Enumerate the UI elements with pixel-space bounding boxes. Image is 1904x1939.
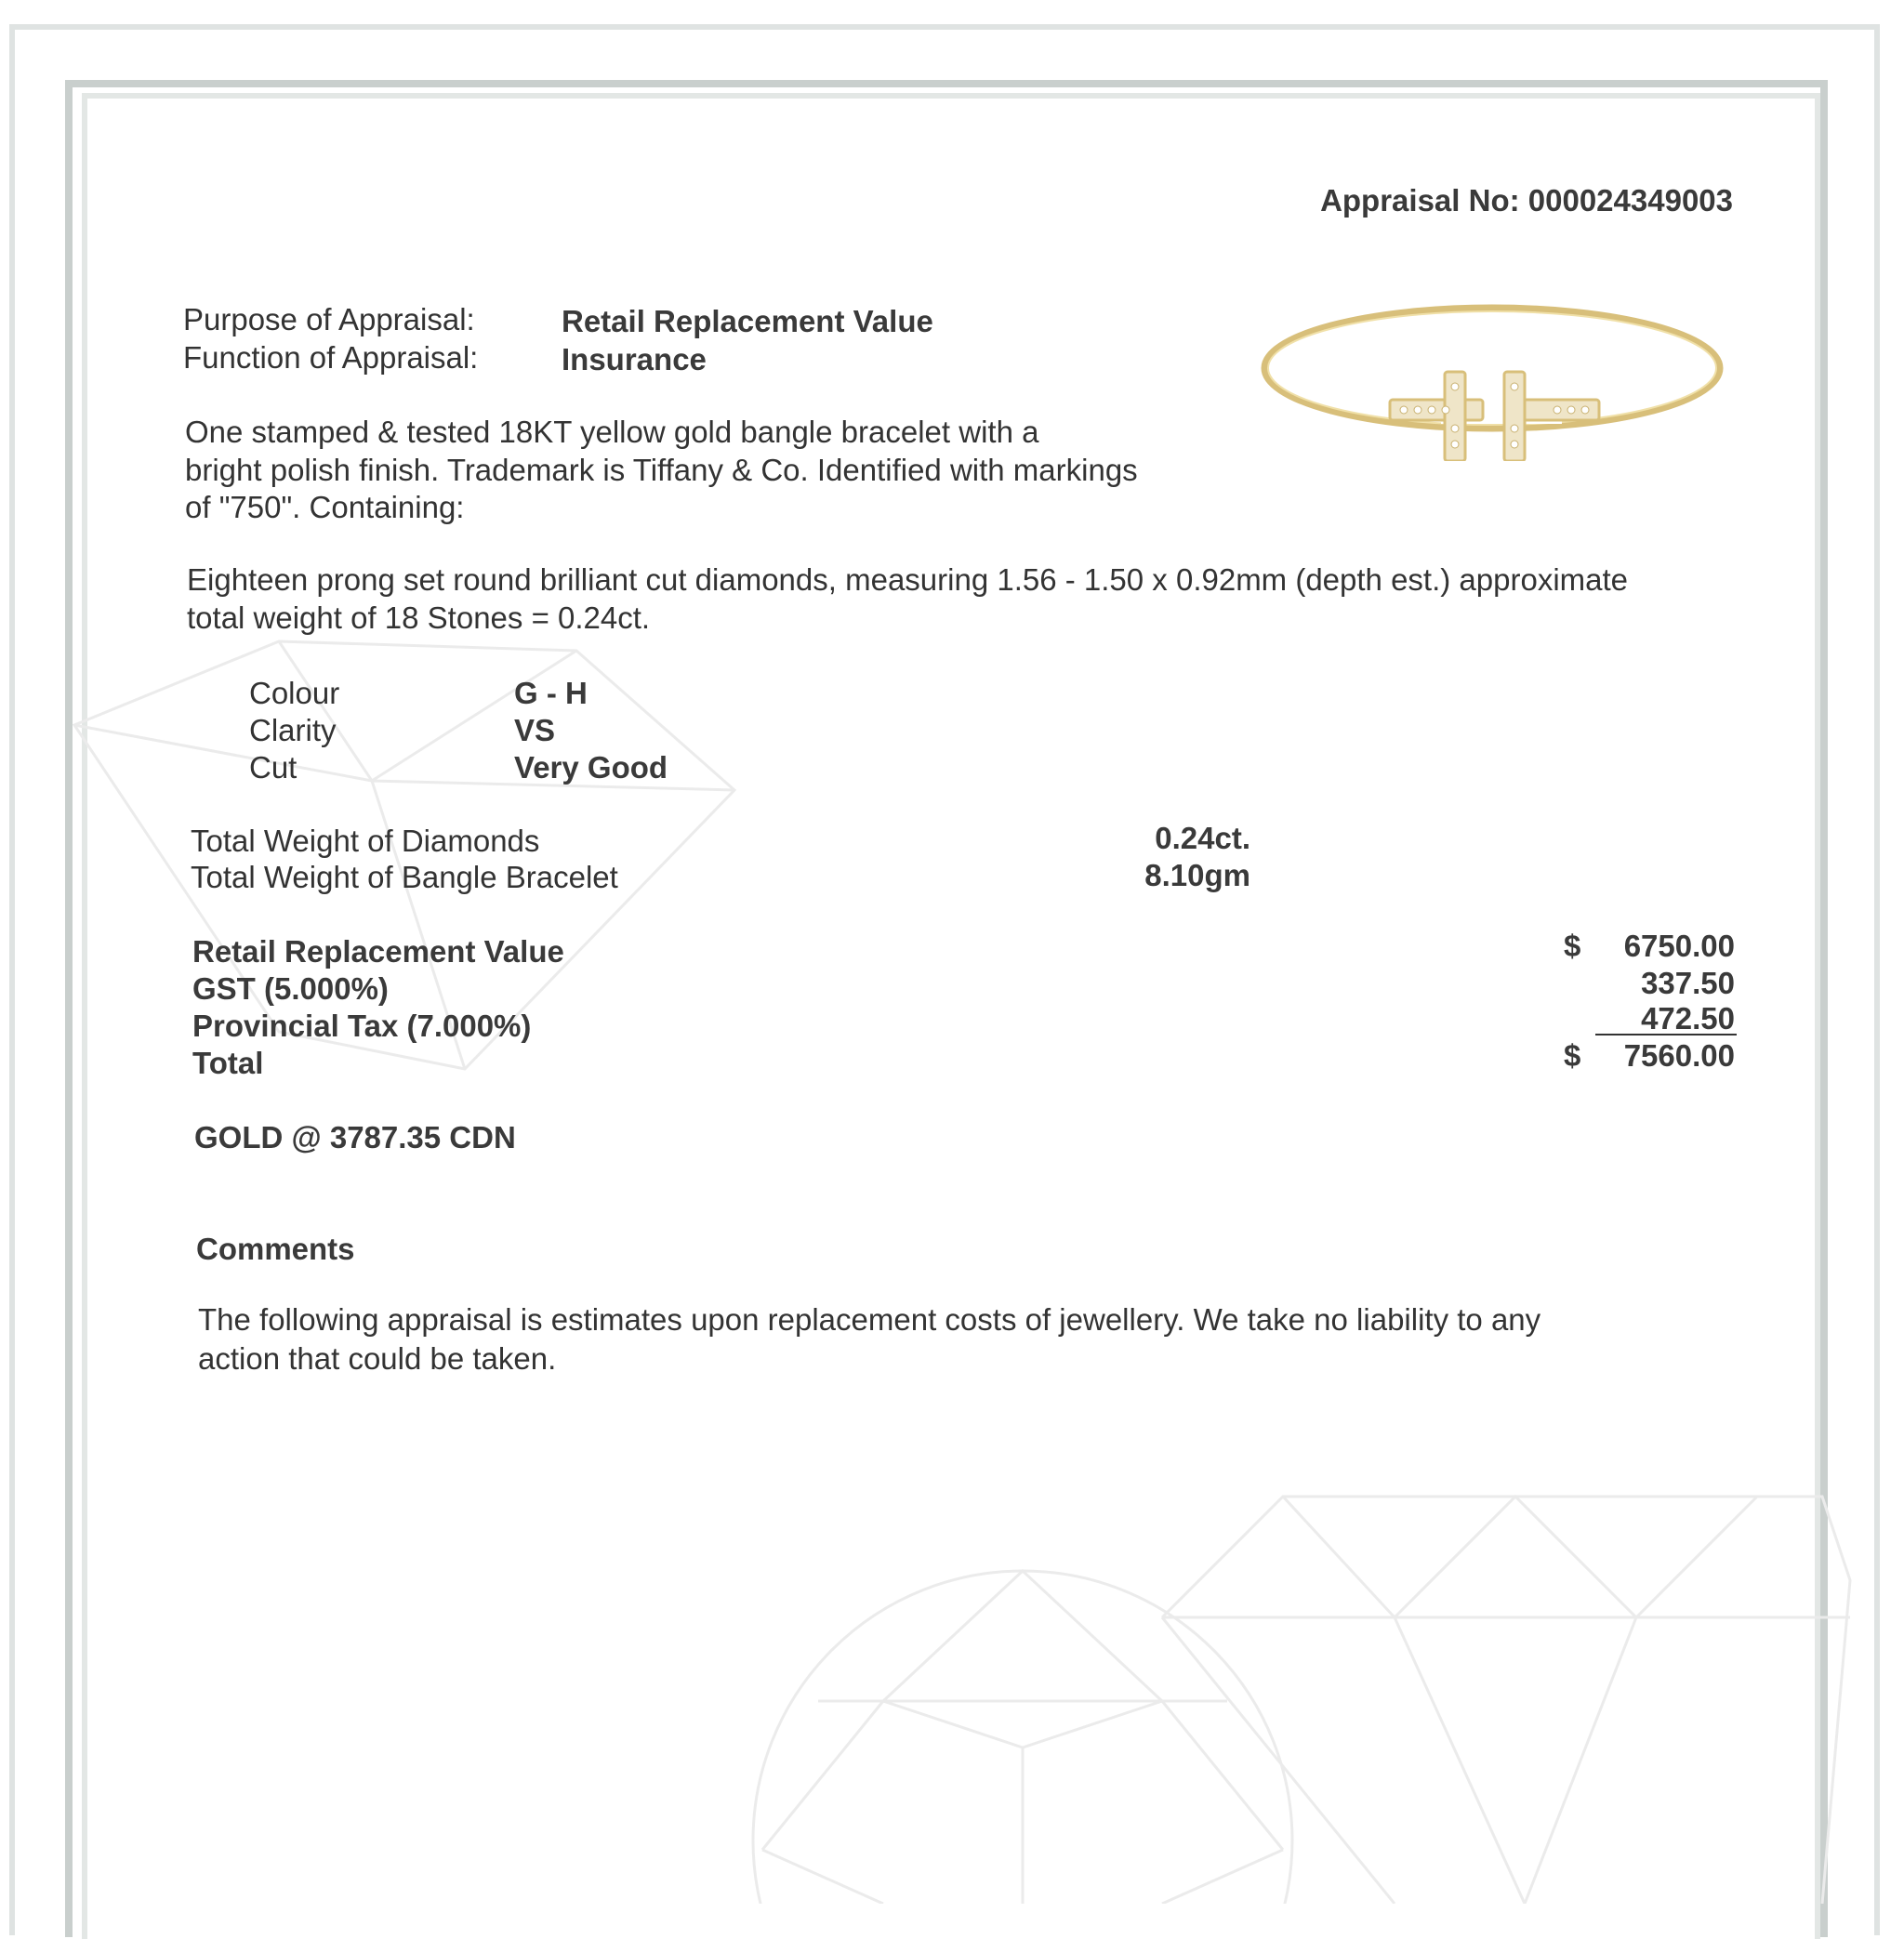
- subtotal-underline: [1595, 1034, 1737, 1035]
- retail-currency: $: [1564, 929, 1581, 963]
- retail-value: 6750.00: [1623, 929, 1735, 963]
- weight-bracelet-label: Total Weight of Bangle Bracelet: [191, 860, 618, 894]
- total-currency: $: [1564, 1038, 1581, 1073]
- gst-value: 337.50: [1641, 966, 1735, 1000]
- comments-line-2: action that could be taken.: [198, 1341, 557, 1376]
- total-value: 7560.00: [1623, 1038, 1735, 1073]
- grade-value-clarity: VS: [514, 713, 556, 747]
- weight-bracelet-value: 8.10gm: [1144, 858, 1250, 892]
- weight-diamonds-label: Total Weight of Diamonds: [191, 824, 540, 858]
- retail-value-label: Retail Replacement Value: [192, 934, 564, 969]
- gold-price: GOLD @ 3787.35 CDN: [194, 1120, 516, 1154]
- comments-heading: Comments: [196, 1232, 355, 1266]
- function-value: Insurance: [562, 342, 707, 376]
- provincial-tax-label: Provincial Tax (7.000%): [192, 1009, 532, 1043]
- gst-label: GST (5.000%): [192, 971, 389, 1006]
- grade-value-cut: Very Good: [514, 750, 668, 785]
- description-line-3: of "750". Containing:: [185, 490, 465, 524]
- weight-diamonds-value: 0.24ct.: [1155, 821, 1250, 855]
- grade-value-colour: G - H: [514, 676, 588, 710]
- diamonds-line-2: total weight of 18 Stones = 0.24ct.: [187, 600, 651, 635]
- appraisal-number: Appraisal No: 000024349003: [1320, 183, 1733, 218]
- description-line-2: bright polish finish. Trademark is Tiffany & Co. Identified with markings: [185, 453, 1138, 487]
- function-label: Function of Appraisal:: [183, 340, 479, 375]
- purpose-value: Retail Replacement Value: [562, 304, 933, 338]
- purpose-label: Purpose of Appraisal:: [183, 302, 475, 336]
- comments-line-1: The following appraisal is estimates upon replacement costs of jewellery. We take no liability to any: [198, 1302, 1541, 1337]
- grade-label-colour: Colour: [249, 676, 340, 710]
- grade-label-clarity: Clarity: [249, 713, 337, 747]
- description-line-1: One stamped & tested 18KT yellow gold bangle bracelet with a: [185, 415, 1039, 449]
- grade-label-cut: Cut: [249, 750, 298, 785]
- diamonds-line-1: Eighteen prong set round brilliant cut diamonds, measuring 1.56 - 1.50 x 0.92mm (depth est.) approximate: [187, 562, 1629, 597]
- bracelet-image: [1255, 294, 1739, 461]
- total-label: Total: [192, 1046, 264, 1080]
- provincial-tax-value: 472.50: [1641, 1001, 1735, 1035]
